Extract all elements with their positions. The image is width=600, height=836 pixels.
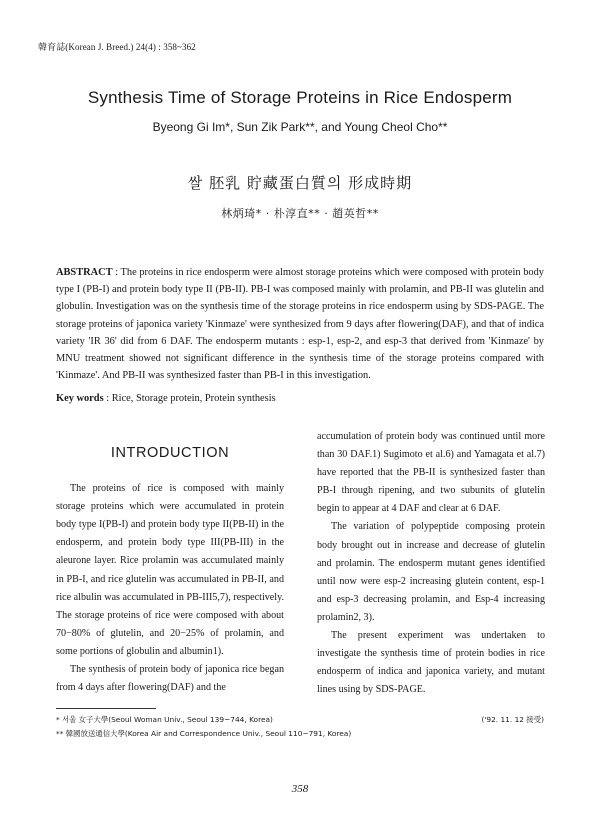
keywords — [56, 393, 544, 404]
body-paragraph: accumulation of protein body was continued until more than 30 DAF.1) Sugimoto et al.6) and Yamagata et al.7) have reported that the PB-II is synthesized faster than PB-I through ripening, and two subunits of glutelin begin to appear at 4 DAF and clear at 6 DAF. — [317, 431, 545, 515]
korean-title: 쌀 胚乳 貯藏蛋白質의 形成時期 — [187, 174, 413, 192]
abstract — [56, 264, 544, 384]
body-paragraph: The synthesis of protein body of japonica rice began from 4 days after flowering(DAF) and the — [56, 664, 284, 694]
author-list: Byeong Gi Im*, Sun Zik Park**, and Young Cheol Cho** — [152, 120, 448, 134]
body-paragraph: The present experiment was undertaken to investigate the synthesis time of protein bodies in rice endosperm of indica and japonica variety, and mutant lines using by SDS-PAGE. — [317, 630, 545, 696]
footnote-affiliation-2: ** 韓國放送通信大學(Korea Air and Correspondence Univ., Seoul 110−791, Korea) — [56, 729, 352, 738]
journal-citation: 韓育誌(Korean J. Breed.) 24(4) : 358~362 — [38, 42, 196, 52]
abstract-text: : The proteins in rice endosperm were almost storage proteins which were composed with protein body type I (PB-I) and protein body type II (PB-II). PB-I was composed mainly with prolamin, and PB-II was glutelin and globulin. Investigation was on the synthesis time of the storage proteins in rice endosperm using by SDS-PAGE. The storage proteins of japonica variety 'Kinmaze' were synthesized from 9 days after flowering(DAF), and that of indica variety 'IR 36' did from 6 DAF. The endosperm mutants : esp-1, esp-2, and esp-3 that derived from 'Kinmaze' by MNU treatment showed not significant difference in the synthesis time of the storage proteins compared with 'Kinmaze'. And PB-II was synthesized faster than PB-I in this investigation. — [56, 267, 544, 382]
keywords-text: : Rice, Storage protein, Protein synthesis — [103, 393, 276, 404]
keywords-label: Key words — [56, 393, 104, 404]
left-column — [56, 428, 284, 697]
page-number: 358 — [291, 783, 309, 795]
body-paragraph: The proteins of rice is composed with mainly storage proteins which were accumulated in protein body type I(PB-I) and protein body type II(PB-II) in the endosperm, and protein body type III(PB-III) in the aleurone layer. Rice prolamin was accumulated mainly in PB-I, and rice glutelin was accumulated in PB-II, and rice albulin was accumulated in PB-III5,7), respectively. The storage proteins of rice were composed with about 70−80% of glutelin, and 20−25% of prolamin, and some portions of globulin and albumin1). — [56, 483, 284, 657]
right-column — [317, 428, 545, 699]
received-date: ('92. 11. 12 接受) — [481, 715, 544, 724]
paper-title: Synthesis Time of Storage Proteins in Rice Endosperm — [87, 88, 513, 107]
korean-author-list: 林炳琦* · 朴淳直** · 趙英哲** — [221, 207, 379, 220]
section-heading-introduction: INTRODUCTION — [110, 445, 230, 461]
body-paragraph: The variation of polypeptide composing protein body brought out in increase and decrease of glutelin and prolamin. The endosperm mutant genes identified until now were esp-2 increasing glutein content, esp-1 and esp-3 decreasing prolamin, and Esp-4 increasing prolamin2, 3). — [317, 521, 545, 623]
abstract-label: ABSTRACT — [56, 267, 113, 278]
footnote-affiliation-1: * 서울 女子大學(Seoul Woman Univ., Seoul 139−744, Korea) — [56, 715, 273, 724]
footnote-divider — [56, 708, 156, 709]
